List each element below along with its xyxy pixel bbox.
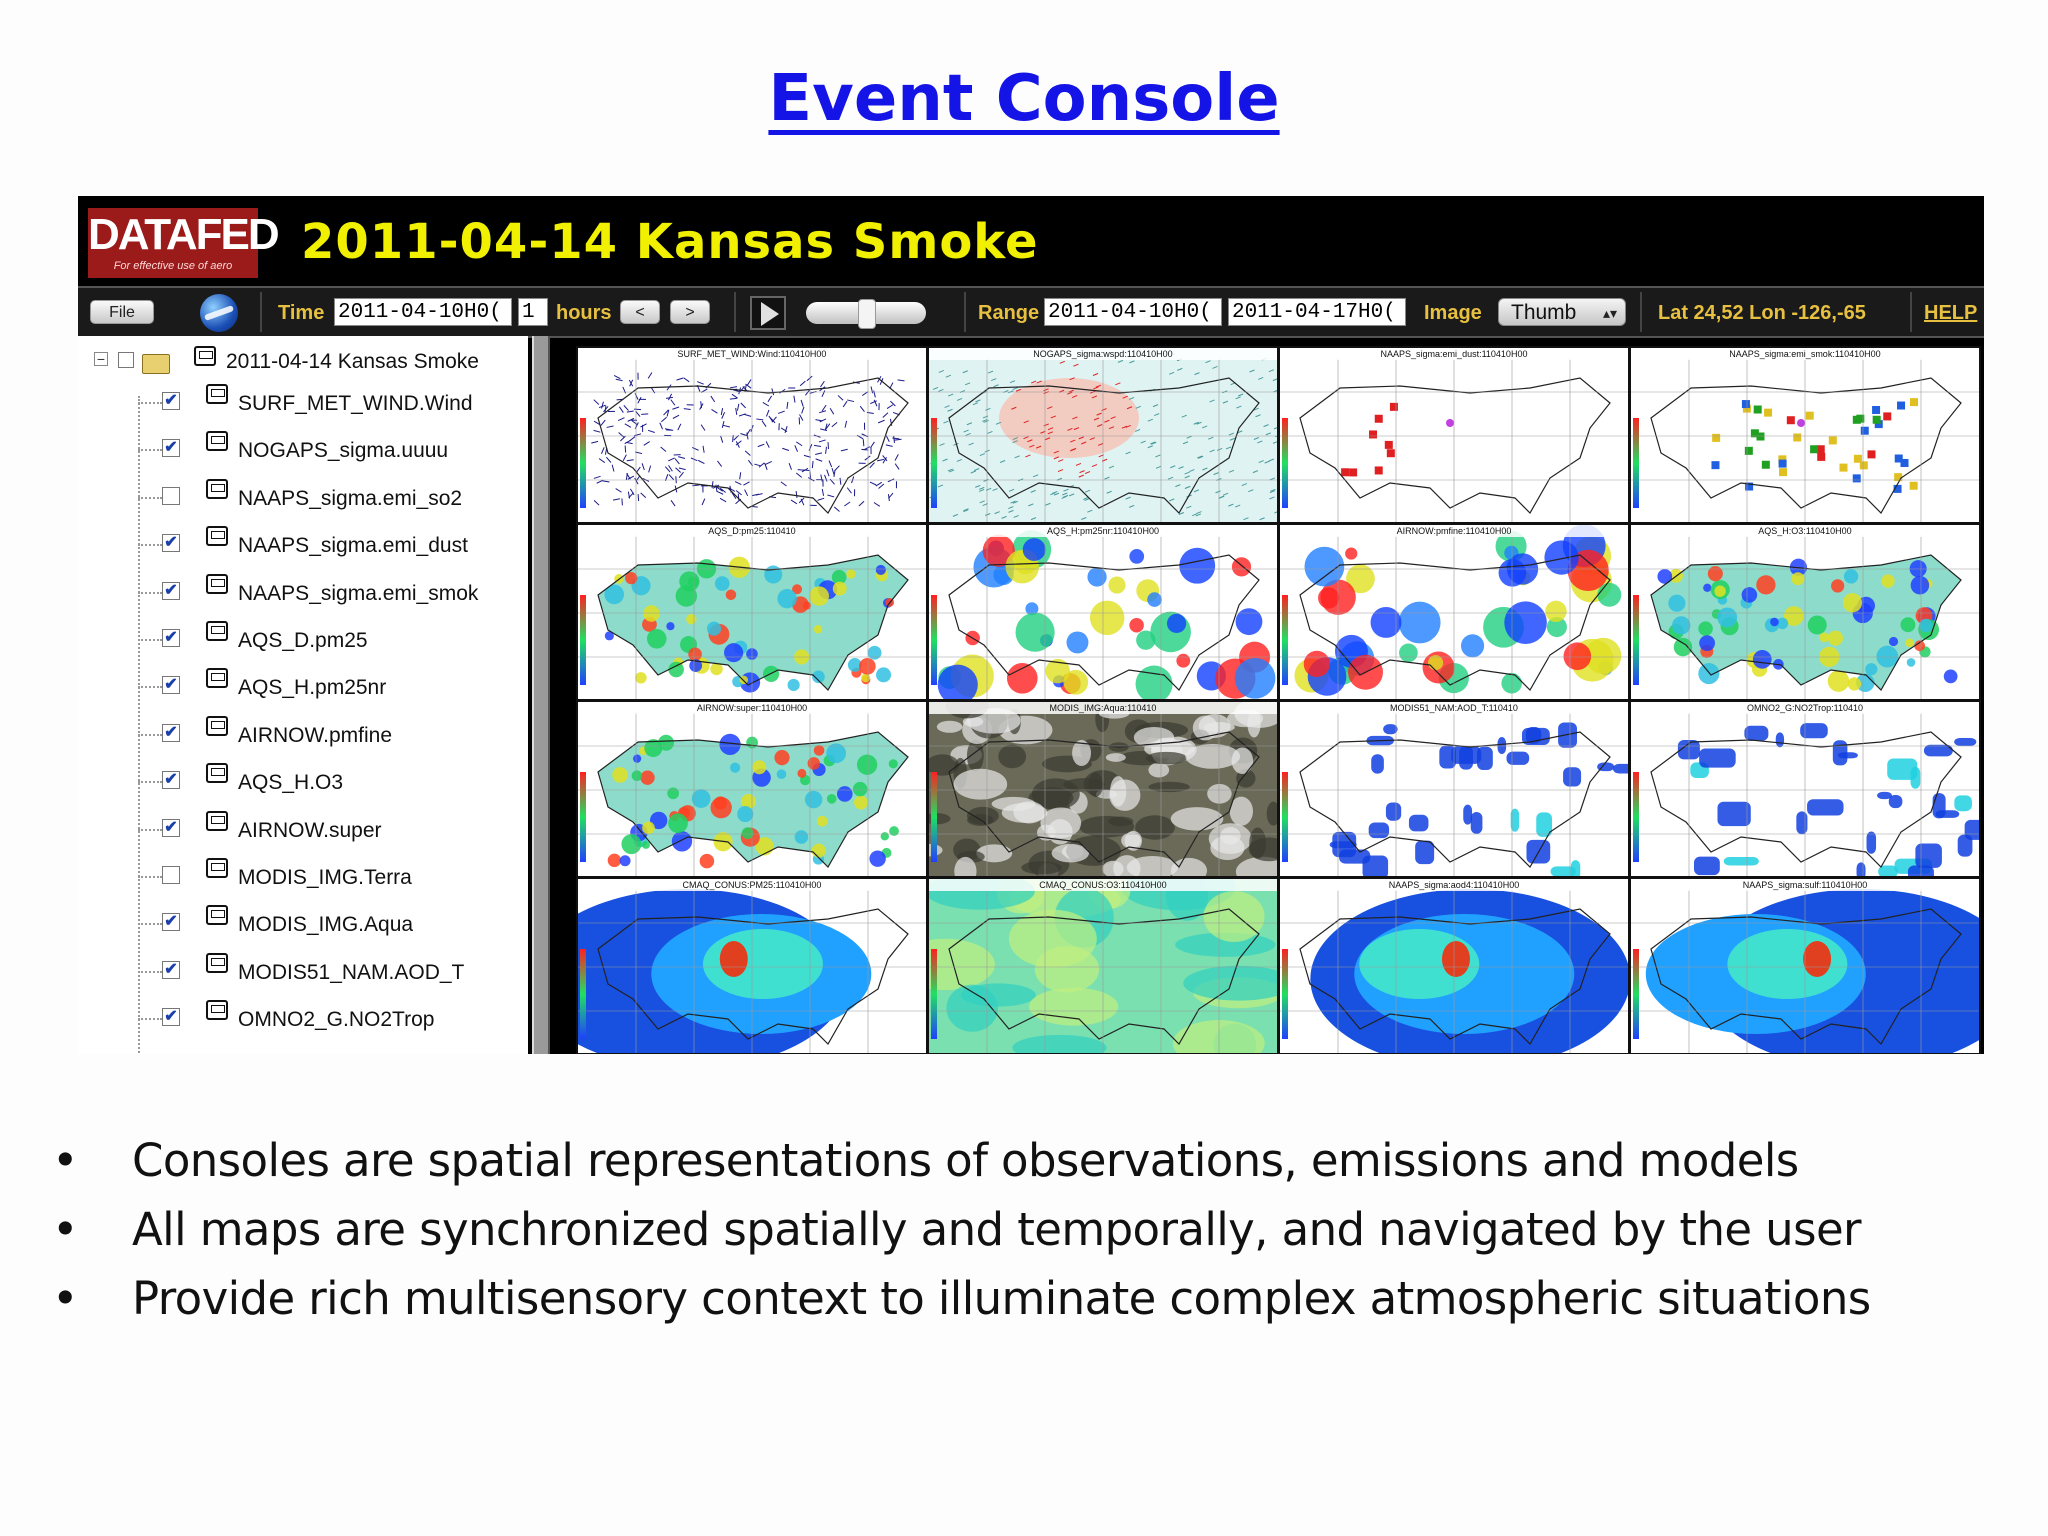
tree-item-label: AQS_H.O3 [238, 771, 344, 795]
map-tile[interactable] [1631, 525, 1979, 699]
latlon-readout: Lat 24,52 Lon -126,-65 [1658, 302, 1866, 324]
image-size-select[interactable] [1498, 298, 1626, 326]
map-thumbnail [929, 525, 1277, 699]
event-title: 2011-04-14 Kansas Smoke [301, 214, 1039, 270]
map-thumbnail [578, 525, 926, 699]
map-thumbnail [1631, 525, 1979, 699]
layer-icon [206, 811, 228, 831]
tree-connector [138, 639, 162, 641]
tree-root-label: 2011-04-14 Kansas Smoke [226, 350, 479, 373]
layer-icon [206, 384, 228, 404]
map-tile-label: MODIS_IMG:Aqua:110410 [929, 702, 1277, 714]
tree-item[interactable] [118, 901, 518, 947]
help-link[interactable]: HELP [1924, 302, 1978, 324]
tree-item[interactable] [118, 996, 518, 1042]
tree-connector [138, 829, 162, 831]
map-thumbnail [1280, 525, 1628, 699]
map-thumbnail [1631, 348, 1979, 522]
map-tile[interactable] [1631, 348, 1979, 522]
bullet-item [52, 1199, 2012, 1268]
layer-icon [206, 621, 228, 641]
layer-icon [206, 953, 228, 973]
select-arrows-icon: ▴▾ [1602, 305, 1617, 321]
map-tile-label: OMNO2_G:NO2Trop:110410 [1631, 702, 1979, 714]
map-tile-label: AIRNOW:pmfine:110410H00 [1280, 525, 1628, 537]
layer-icon [206, 479, 228, 499]
tree-item[interactable] [118, 617, 518, 663]
map-tile-label: AQS_H:pm25nr:110410H00 [929, 525, 1277, 537]
tree-item[interactable] [118, 759, 518, 805]
tree-item-label: NAAPS_sigma.emi_dust [238, 534, 468, 558]
map-tile-label: NAAPS_sigma:sulf:110410H00 [1631, 879, 1979, 891]
layer-icon [206, 526, 228, 546]
bullet-icon: • [52, 1203, 79, 1256]
tree-item-label: AIRNOW.pmfine [238, 723, 393, 747]
bullet-list [52, 1130, 2012, 1337]
logo-text: DATAFED [88, 210, 278, 259]
map-tile-label: NAAPS_sigma:emi_smok:110410H00 [1631, 348, 1979, 360]
map-tile[interactable] [929, 879, 1277, 1053]
tree-item-label: AQS_D.pm25 [238, 629, 368, 652]
layer-checkbox[interactable]: ✔ [162, 913, 180, 931]
bullet-item [52, 1268, 2012, 1337]
tree-connector [138, 923, 162, 925]
tree-connector [138, 544, 162, 546]
tree-item[interactable] [118, 807, 518, 853]
tree-connector [138, 1018, 162, 1020]
tree-item[interactable] [118, 854, 518, 900]
layer-icon [206, 1000, 228, 1020]
tree-connector [138, 592, 162, 594]
map-tile[interactable] [1631, 702, 1979, 876]
play-icon[interactable] [750, 296, 786, 330]
layer-checkbox[interactable]: ✔ [162, 534, 180, 552]
layer-icon [206, 668, 228, 688]
range-end-input[interactable]: 2011-04-17H0( [1228, 298, 1406, 326]
globe-icon[interactable] [200, 294, 238, 332]
slide-title: Event Console [768, 62, 1280, 136]
map-thumbnail [929, 702, 1277, 876]
map-thumbnail [929, 879, 1277, 1053]
bullet-text: All maps are synchronized spatially and temporally, and navigated by the user [132, 1203, 1861, 1256]
map-tile[interactable] [1631, 879, 1979, 1053]
map-thumbnail [578, 348, 926, 522]
tree-connector [138, 781, 162, 783]
map-tile-label: CMAQ_CONUS:PM25:110410H00 [578, 879, 926, 891]
tree-connector [138, 734, 162, 736]
tree-item-label: OMNO2_G.NO2Trop [238, 1008, 435, 1032]
logo-tagline: For effective use of aero [113, 260, 233, 272]
layer-checkbox[interactable]: ✔ [162, 629, 180, 647]
tree-item[interactable] [118, 570, 518, 616]
toolbar-divider [964, 292, 966, 332]
map-tile[interactable] [578, 702, 926, 876]
toolbar-divider [1910, 292, 1912, 332]
tree-item[interactable] [118, 522, 518, 568]
map-tile[interactable] [1280, 879, 1628, 1053]
map-tile[interactable] [929, 525, 1277, 699]
toolbar-divider [260, 292, 262, 332]
tree-item-label: NOGAPS_sigma.uuuu [238, 439, 449, 463]
layer-checkbox[interactable]: ✔ [162, 439, 180, 457]
map-thumbnail [1631, 879, 1979, 1053]
layer-checkbox[interactable] [162, 487, 180, 505]
layer-tree [78, 336, 528, 1054]
tree-item-label: SURF_MET_WIND.Wind [238, 392, 473, 415]
layer-checkbox[interactable]: ✔ [162, 771, 180, 789]
tree-connector [138, 876, 162, 878]
map-tile[interactable] [1280, 525, 1628, 699]
tree-connector [138, 402, 162, 404]
map-tile-label: SURF_MET_WIND:Wind:110410H00 [578, 348, 926, 360]
bullet-icon: • [52, 1134, 79, 1187]
layer-icon [206, 431, 228, 451]
time-slider[interactable] [806, 302, 926, 324]
layer-checkbox[interactable] [162, 866, 180, 884]
map-tile-label: NAAPS_sigma:emi_dust:110410H00 [1280, 348, 1628, 360]
bullet-icon: • [52, 1272, 79, 1325]
next-time-button[interactable]: > [670, 300, 710, 324]
map-tile-label: AQS_D:pm25:110410 [578, 525, 926, 537]
map-tile-label: AQS_H:O3:110410H00 [1631, 525, 1979, 537]
tree-item[interactable] [118, 427, 518, 473]
prev-time-button[interactable]: < [620, 300, 660, 324]
tree-item-label: NAAPS_sigma.emi_smok [238, 581, 479, 605]
map-tile[interactable] [929, 348, 1277, 522]
layer-checkbox[interactable]: ✔ [162, 961, 180, 979]
map-thumbnail [578, 702, 926, 876]
map-thumbnail [929, 348, 1277, 522]
map-thumbnail [1280, 702, 1628, 876]
datafed-logo[interactable] [88, 208, 278, 278]
tree-connector [138, 686, 162, 688]
map-tile-label: NOGAPS_sigma:wspd:110410H00 [929, 348, 1277, 360]
layer-checkbox[interactable]: ✔ [162, 676, 180, 694]
toolbar-divider [1640, 292, 1642, 332]
layer-icon [206, 905, 228, 925]
layer-checkbox[interactable]: ✔ [162, 819, 180, 837]
layer-icon [206, 716, 228, 736]
image-label: Image [1424, 302, 1482, 324]
hours-input[interactable]: 1 [518, 298, 548, 326]
tree-item-label: NAAPS_sigma.emi_so2 [238, 486, 463, 510]
layer-checkbox[interactable]: ✔ [162, 1008, 180, 1026]
layer-checkbox[interactable]: ✔ [162, 724, 180, 742]
map-tile[interactable] [1280, 702, 1628, 876]
tree-item-label: MODIS_IMG.Terra [238, 866, 412, 889]
tree-item-label: AIRNOW.super [238, 818, 382, 842]
layer-icon [206, 763, 228, 783]
tree-item-label: AQS_H.pm25nr [238, 676, 387, 700]
tree-item[interactable] [118, 664, 518, 710]
tree-item[interactable] [118, 949, 518, 995]
range-start-input[interactable]: 2011-04-10H0( [1044, 298, 1222, 326]
tree-item[interactable] [118, 380, 518, 426]
map-tile-label: CMAQ_CONUS:O3:110410H00 [929, 879, 1277, 891]
map-grid [576, 346, 1981, 1054]
console-toolbar [78, 286, 1984, 338]
map-thumbnail [1631, 702, 1979, 876]
tree-connector [138, 497, 162, 499]
console-banner [78, 196, 1984, 286]
layer-checkbox[interactable]: ✔ [162, 392, 180, 410]
map-tile-label: MODIS51_NAM:AOD_T:110410 [1280, 702, 1628, 714]
layer-icon [206, 574, 228, 594]
map-tile-label: AIRNOW:super:110410H00 [578, 702, 926, 714]
map-thumbnail [578, 879, 926, 1053]
tree-item[interactable] [118, 475, 518, 521]
bullet-text: Consoles are spatial representations of observations, emissions and models [132, 1134, 1799, 1187]
tree-connector [138, 971, 162, 973]
root-checkbox[interactable] [118, 352, 134, 368]
bullet-item [52, 1130, 2012, 1199]
layer-checkbox[interactable]: ✔ [162, 582, 180, 600]
collapse-icon[interactable]: − [94, 352, 108, 366]
toolbar-divider [734, 292, 736, 332]
tree-item-label: MODIS_IMG.Aqua [238, 913, 414, 937]
bullet-text: Provide rich multisensory context to illuminate complex atmospheric situations [132, 1272, 1871, 1325]
map-tile[interactable] [578, 525, 926, 699]
hours-label: hours [556, 302, 612, 324]
map-tile[interactable] [1280, 348, 1628, 522]
image-size-value: Thumb [1511, 301, 1577, 324]
tree-connector [138, 449, 162, 451]
time-slider-thumb[interactable] [858, 299, 876, 329]
map-tile-label: NAAPS_sigma:aod4:110410H00 [1280, 879, 1628, 891]
event-console-window [78, 196, 1984, 1054]
time-input[interactable]: 2011-04-10H0( [334, 298, 512, 326]
map-thumbnail [1280, 879, 1628, 1053]
map-tile[interactable] [929, 702, 1277, 876]
tree-item[interactable] [118, 712, 518, 758]
map-thumbnail [1280, 348, 1628, 522]
file-button[interactable]: File [90, 300, 154, 324]
tree-item-label: MODIS51_NAM.AOD_T [238, 960, 465, 984]
time-label: Time [278, 302, 325, 324]
map-tile[interactable] [578, 879, 926, 1053]
map-tile[interactable] [578, 348, 926, 522]
folder-icon [142, 354, 170, 374]
layer-icon [194, 346, 216, 366]
panel-splitter[interactable] [532, 336, 550, 1054]
layer-icon [206, 858, 228, 878]
range-label: Range [978, 302, 1040, 324]
